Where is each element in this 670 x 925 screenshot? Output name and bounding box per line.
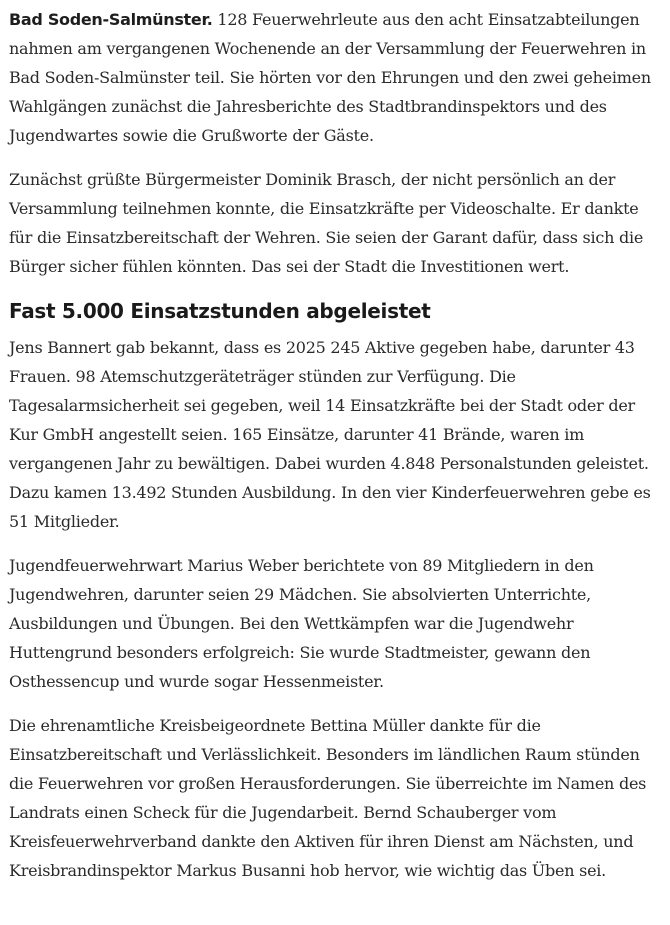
article-paragraph-5: Die ehrenamtliche Kreisbeigeordnete Bettina Müller dankte für die Einsatzbereitschaft und Verlässlichkeit. Besonders im ländlichen Raum stünden die Feuerwehren vor großen Herausforderungen. Sie überreichte im Namen des Landrats einen Scheck für die Jugendarbeit. Bernd Schauberger vom Kreisfeuerwehrverband dankte den Aktiven für ihren Dienst am Nächsten, und Kreisbrandinspektor Markus Busanni hob hervor, wie wichtig das Üben sei. xyxy=(9,716,647,880)
article-subheading: Fast 5.000 Einsatzstunden abgeleistet xyxy=(9,299,431,323)
article-paragraph-1-text: 128 Feuerwehrleute aus den acht Einsatzabteilungen nahmen am vergangenen Wochenende an der Versammlung der Feuerwehren in Bad Soden-Salmünster teil. Sie hörten vor den Ehrungen und den zwei geheimen Wahlgängen zunächst die Jahresberichte des Stadtbrandinspektors und des Jugendwartes sowie die Grußworte der Gäste. xyxy=(9,10,651,145)
article-paragraph-1 xyxy=(9,5,664,150)
article-body xyxy=(9,5,664,885)
article-paragraph-3: Jens Bannert gab bekannt, dass es 2025 245 Aktive gegeben habe, darunter 43 Frauen. 98 Atemschutzgeräteträger stünden zur Verfügung. Die Tagesalarmsicherheit sei gegeben, weil 14 Einsatzkräfte bei der Stadt oder der Kur GmbH angestellt seien. 165 Einsätze, darunter 41 Brände, waren im vergangenen Jahr zu bewältigen. Dabei wurden 4.848 Personalstunden geleistet. Dazu kamen 13.492 Stunden Ausbildung. In den vier Kinderfeuerwehren gebe es 51 Mitglieder. xyxy=(9,338,651,531)
article-paragraph-2: Zunächst grüßte Bürgermeister Dominik Brasch, der nicht persönlich an der Versammlung teilnehmen konnte, die Einsatzkräfte per Videoschalte. Er dankte für die Einsatzbereitschaft der Wehren. Sie seien der Garant dafür, dass sich die Bürger sicher fühlen könnten. Das sei der Stadt die Investitionen wert. xyxy=(9,170,644,276)
article-dateline: Bad Soden-Salmünster. xyxy=(9,10,213,29)
article-paragraph-4: Jugendfeuerwehrwart Marius Weber berichtete von 89 Mitgliedern in den Jugendwehren, darunter seien 29 Mädchen. Sie absolvierten Unterrichte, Ausbildungen und Übungen. Bei den Wettkämpfen war die Jugendwehr Huttengrund besonders erfolgreich: Sie wurde Stadtmeister, gewann den Osthessencup und wurde sogar Hessenmeister. xyxy=(9,556,594,691)
